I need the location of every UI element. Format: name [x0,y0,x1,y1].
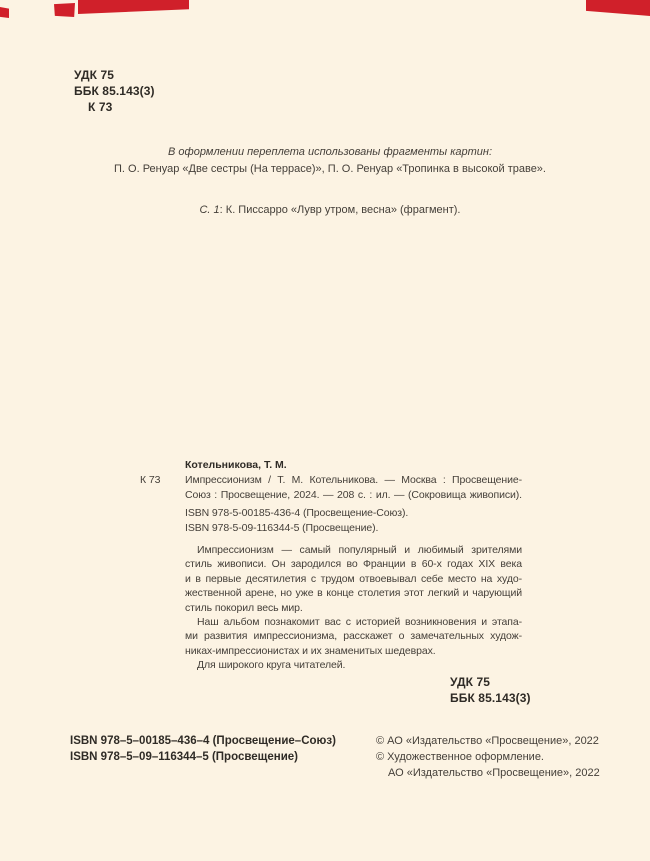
copyright-line: © АО «Издательство «Просвещение», 2022 [376,735,599,747]
annotation-paragraph [185,543,522,615]
copyright-line: АО «Издательство «Просвещение», 2022 [388,767,600,779]
copyright-block [376,733,600,781]
cover-credit-intro: В оформлении переплета использованы фрагменты картин: [167,146,493,158]
classification-code-line: УДК 75 [450,675,491,689]
frontispiece-credit-text: : К. Писсарро «Лувр утром, весна» (фрагмент). [219,204,461,216]
classification-code-line: УДК 75 [74,68,115,82]
cover-credit-paintings: П. О. Ренуар «Две сестры (На террасе)», П. О. Ренуар «Тропинка в высокой траве». [114,162,546,175]
isbn-block-bottom [70,733,336,765]
classification-code-line: ББК 85.143(3) [74,84,155,98]
catalog-card-label: К 73 [140,474,161,487]
isbn-line: ISBN 978–5–00185–436–4 (Просвещение–Союз) [70,735,336,747]
catalog-entry-lines [185,473,522,503]
annotation-line: стиль живописи. Он зародился во Франции в 60-х годах XIX века [185,558,522,571]
catalog-isbn-line: ISBN 978-5-00185-436-4 (Просвещение-Союз). [185,506,409,519]
classification-codes-bottom [450,674,531,706]
isbn-line: ISBN 978–5–09–116344–5 (Просвещение) [70,751,299,763]
catalog-isbn-line: ISBN 978-5-09-116344-5 (Просвещение). [185,521,379,534]
red-cover-fragment-left-sliver [0,7,9,18]
classification-code-line: ББК 85.143(3) [450,691,531,705]
copyright-line: © Художественное оформление. [376,751,544,763]
catalog-entry-line: Импрессионизм / Т. М. Котельникова. — Москва : Просвещение- [185,474,522,487]
catalog-author: Котельникова, Т. М. [185,459,287,471]
annotation-line: никах-импрессионистах и их знаменитых шедеврах. [185,644,436,657]
red-cover-fragment-right [586,0,650,16]
catalog-entry-line: Союз : Просвещение, 2024. — 208 с. : ил. — (Сокровища живописи). [185,489,522,502]
classification-codes-top [74,67,155,115]
catalog-isbn-lines [185,506,522,536]
annotation-line: Импрессионизм — самый популярный и любимый зрителями [197,544,522,556]
annotation-paragraph [185,615,522,658]
annotation-line: ми развития импрессионизма, расскажет о замечательных худож- [185,630,522,643]
annotation-paragraph [185,658,522,672]
frontispiece-credit-page-ref: С. 1 [199,204,220,216]
catalog-card-block [140,458,522,536]
annotation-block [185,543,522,673]
catalog-entry-row [140,473,522,503]
annotation-line: и в первые десятилетия с трудом отвоевывал себе место на худо- [185,572,522,585]
classification-code-line: К 73 [88,100,113,114]
red-cover-fragment-small [54,3,75,17]
annotation-line: Наш альбом познакомит вас с историей возникновения и этапа- [197,616,522,629]
cover-credit-block [0,144,650,177]
frontispiece-credit-line [0,202,650,218]
annotation-line: жественной арене, но уже в конце столетия этот легкий и чарующий [185,587,522,600]
red-cover-fragment-bar [78,0,189,14]
annotation-line: Для широкого круга читателей. [197,659,346,672]
annotation-line: стиль покорил весь мир. [185,601,303,614]
